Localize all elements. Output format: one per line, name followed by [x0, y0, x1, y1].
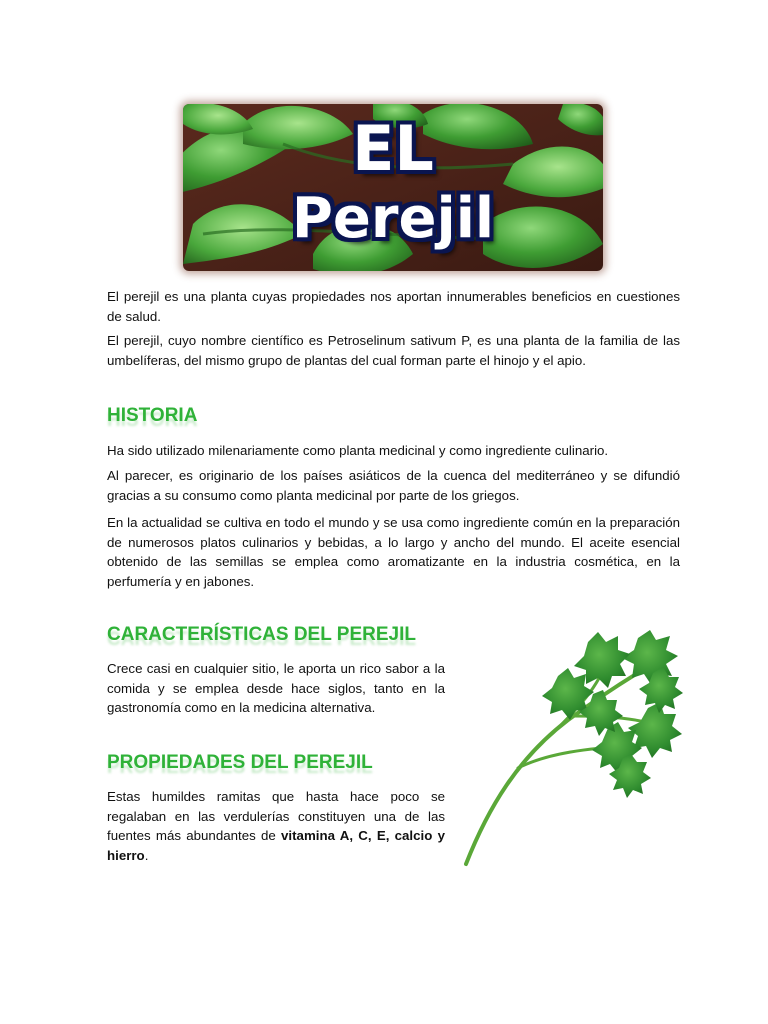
historia-paragraph-3: En la actualidad se cultiva en todo el mundo y se usa como ingrediente común en la preparación de numerosos platos culinarios y bebidas, a lo largo y ancho del mundo. El aceite esencial obtenido de las semillas se emplea como aromatizante en la industria cosmética, en la perfumería y en jabones. — [107, 515, 680, 589]
banner-title-line1: EL — [352, 112, 434, 185]
historia-paragraph-1: Ha sido utilizado milenariamente como planta medicinal y como ingrediente culinario. — [107, 443, 609, 458]
intro-paragraph-2: El perejil, cuyo nombre científico es Petroselinum sativum P, es una planta de la familia de las umbelíferas, del mismo grupo de plantas del cual forman parte el hinojo y el apio. — [107, 333, 680, 368]
banner-title-line2: Perejil — [291, 186, 495, 251]
intro-paragraph-1: El perejil es una planta cuyas propiedades nos aportan innumerables beneficios en cuestiones de salud. — [107, 289, 680, 324]
propiedades-paragraph — [107, 787, 445, 865]
parsley-sprig-image — [458, 628, 684, 868]
heading-caracteristicas: CARACTERÍSTICAS DEL PEREJIL — [107, 624, 416, 645]
historia-paragraph-2: Al parecer, es originario de los países asiáticos de la cuenca del mediterráneo y se difundió gracias a su consumo como planta medicinal por parte de los griegos. — [107, 468, 680, 503]
title-banner — [183, 104, 603, 271]
propiedades-text-start: Estas humildes ramitas que hasta hace poco se regalaban en las verdulerías constituyen una de las fuentes más abundantes de — [107, 789, 445, 843]
propiedades-text-end: . — [144, 847, 149, 863]
heading-historia: HISTORIA — [107, 405, 198, 426]
propiedades-text-bold: vitamina A, C, E, calcio y hierro — [107, 828, 445, 863]
caracteristicas-paragraph: Crece casi en cualquier sitio, le aporta un rico sabor a la comida y se emplea desde hace siglos, tanto en la gastronomía como en la medicina alternativa. — [107, 661, 445, 715]
heading-propiedades: PROPIEDADES DEL PEREJIL — [107, 752, 373, 773]
